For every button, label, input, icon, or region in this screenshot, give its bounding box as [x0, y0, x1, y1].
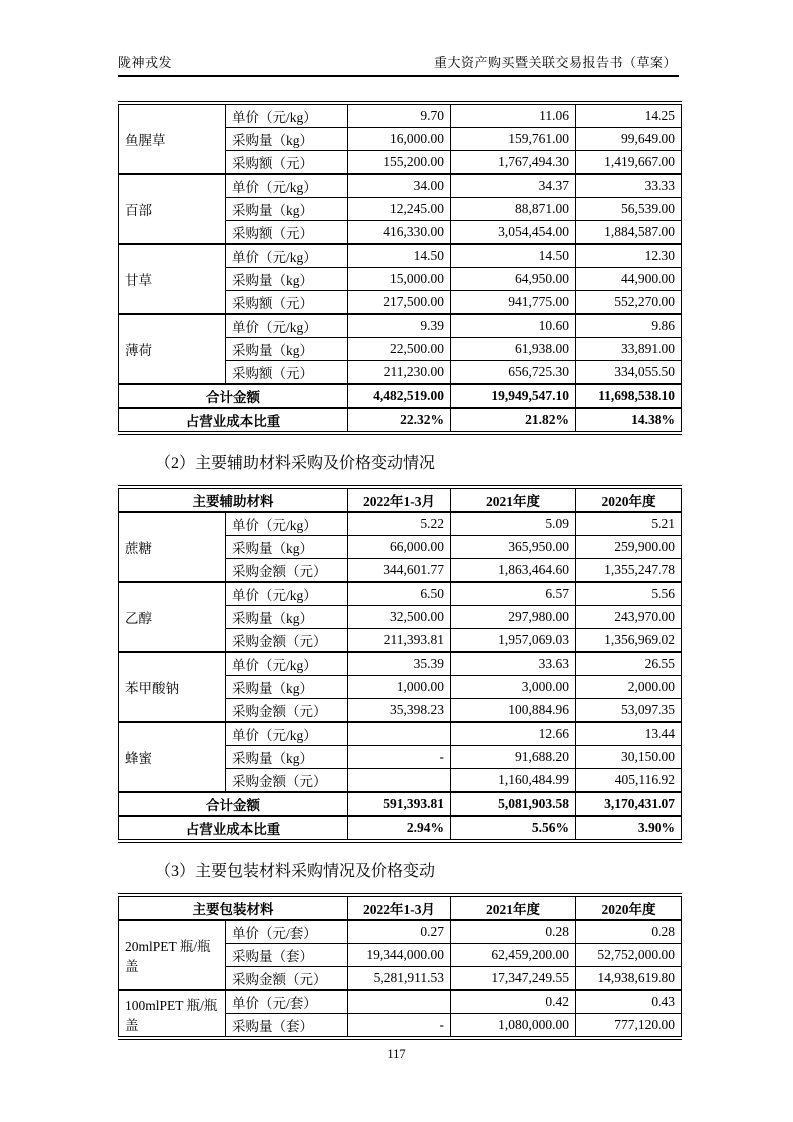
ratio-value-cell: 3.90% — [576, 816, 682, 841]
value-cell: 66,000.00 — [348, 536, 451, 559]
column-header: 2022年1-3月 — [348, 895, 451, 920]
value-cell: 1,957,069.03 — [451, 629, 576, 653]
value-cell: 100,884.96 — [451, 699, 576, 723]
value-cell: 19,344,000.00 — [348, 944, 451, 967]
value-cell: 211,393.81 — [348, 629, 451, 653]
value-cell: 91,688.20 — [451, 746, 576, 769]
total-label-cell: 合计金额 — [119, 792, 348, 816]
value-cell: 365,950.00 — [451, 536, 576, 559]
material-name-cell: 甘草 — [119, 244, 226, 314]
total-value-cell: 4,482,519.00 — [348, 384, 451, 408]
value-cell: 777,120.00 — [576, 1014, 682, 1039]
value-cell: 941,775.00 — [451, 291, 576, 315]
value-cell: 6.57 — [451, 582, 576, 606]
value-cell: 13.44 — [576, 722, 682, 746]
value-cell: 64,950.00 — [451, 268, 576, 291]
metric-label-cell: 采购金额（元） — [226, 769, 348, 793]
value-cell: 552,270.00 — [576, 291, 682, 315]
value-cell: 5.09 — [451, 512, 576, 536]
table-row — [119, 174, 682, 198]
value-cell: 334,055.50 — [576, 361, 682, 385]
table-row — [119, 512, 682, 536]
value-cell: 1,000.00 — [348, 676, 451, 699]
metric-label-cell: 采购量（kg） — [226, 128, 348, 151]
metric-label-cell: 采购量（kg） — [226, 676, 348, 699]
value-cell: 155,200.00 — [348, 151, 451, 175]
raw-materials-table — [118, 101, 682, 435]
metric-label-cell: 单价（元/kg） — [226, 722, 348, 746]
metric-label-cell: 采购量（kg） — [226, 268, 348, 291]
table-row — [119, 990, 682, 1014]
cost-ratio-row — [119, 816, 682, 841]
material-name-cell: 蜂蜜 — [119, 722, 226, 792]
metric-label-cell: 采购额（元） — [226, 221, 348, 245]
value-cell: 30,150.00 — [576, 746, 682, 769]
material-name-cell: 苯甲酸钠 — [119, 652, 226, 722]
value-cell: 1,419,667.00 — [576, 151, 682, 175]
value-cell: 35.39 — [348, 652, 451, 676]
value-cell: 1,160,484.99 — [451, 769, 576, 793]
value-cell: 1,355,247.78 — [576, 559, 682, 583]
value-cell: 1,767,494.30 — [451, 151, 576, 175]
ratio-value-cell: 14.38% — [576, 408, 682, 433]
value-cell: 33.33 — [576, 174, 682, 198]
metric-label-cell: 采购额（元） — [226, 291, 348, 315]
value-cell: 5.56 — [576, 582, 682, 606]
metric-label-cell: 采购金额（元） — [226, 699, 348, 723]
value-cell: 1,863,464.60 — [451, 559, 576, 583]
value-cell: 0.27 — [348, 920, 451, 944]
value-cell: 44,900.00 — [576, 268, 682, 291]
column-header: 2020年度 — [576, 895, 682, 920]
column-header: 2021年度 — [451, 895, 576, 920]
value-cell: 159,761.00 — [451, 128, 576, 151]
total-value-cell: 19,949,547.10 — [451, 384, 576, 408]
column-header: 2022年1-3月 — [348, 487, 451, 512]
value-cell: 1,356,969.02 — [576, 629, 682, 653]
value-cell: 0.28 — [451, 920, 576, 944]
table-header-row — [119, 487, 682, 512]
value-cell: 344,601.77 — [348, 559, 451, 583]
metric-label-cell: 单价（元/套） — [226, 990, 348, 1014]
table-row — [119, 582, 682, 606]
header-report-title: 重大资产购买暨关联交易报告书（草案） — [433, 55, 677, 70]
table-header-row — [119, 895, 682, 920]
value-cell: 12.66 — [451, 722, 576, 746]
ratio-value-cell: 22.32% — [348, 408, 451, 433]
metric-label-cell: 采购量（套） — [226, 944, 348, 967]
value-cell: 14.25 — [576, 103, 682, 128]
value-cell: 26.55 — [576, 652, 682, 676]
value-cell: 12.30 — [576, 244, 682, 268]
value-cell: 0.28 — [576, 920, 682, 944]
auxiliary-materials-table — [118, 485, 682, 843]
material-name-cell: 20mlPET 瓶/瓶盖 — [119, 920, 226, 990]
column-header: 主要辅助材料 — [119, 487, 348, 512]
value-cell: 61,938.00 — [451, 338, 576, 361]
metric-label-cell: 单价（元/kg） — [226, 103, 348, 128]
header-company-name: 陇神戎发 — [118, 55, 173, 70]
value-cell: 33,891.00 — [576, 338, 682, 361]
metric-label-cell: 单价（元/kg） — [226, 244, 348, 268]
value-cell: 3,000.00 — [451, 676, 576, 699]
ratio-label-cell: 占营业成本比重 — [119, 816, 348, 841]
value-cell: 16,000.00 — [348, 128, 451, 151]
total-label-cell: 合计金额 — [119, 384, 348, 408]
metric-label-cell: 单价（元/kg） — [226, 512, 348, 536]
value-cell: 14.50 — [451, 244, 576, 268]
value-cell: 33.63 — [451, 652, 576, 676]
value-cell — [348, 769, 451, 793]
table-row — [119, 314, 682, 338]
header-divider-line — [118, 75, 679, 77]
ratio-value-cell: 21.82% — [451, 408, 576, 433]
value-cell: 88,871.00 — [451, 198, 576, 221]
value-cell: 9.86 — [576, 314, 682, 338]
total-value-cell: 3,170,431.07 — [576, 792, 682, 816]
total-value-cell: 11,698,538.10 — [576, 384, 682, 408]
value-cell: 259,900.00 — [576, 536, 682, 559]
table-row — [119, 722, 682, 746]
metric-label-cell: 采购金额（元） — [226, 559, 348, 583]
ratio-value-cell: 5.56% — [451, 816, 576, 841]
table-row — [119, 920, 682, 944]
table-row — [119, 244, 682, 268]
value-cell: - — [348, 1014, 451, 1039]
value-cell: 34.00 — [348, 174, 451, 198]
value-cell: 9.70 — [348, 103, 451, 128]
value-cell: 0.42 — [451, 990, 576, 1014]
value-cell: 416,330.00 — [348, 221, 451, 245]
metric-label-cell: 采购金额（元） — [226, 967, 348, 991]
value-cell: 217,500.00 — [348, 291, 451, 315]
material-name-cell: 百部 — [119, 174, 226, 244]
metric-label-cell: 单价（元/kg） — [226, 652, 348, 676]
metric-label-cell: 采购量（kg） — [226, 338, 348, 361]
table-row — [119, 652, 682, 676]
metric-label-cell: 单价（元/kg） — [226, 174, 348, 198]
value-cell — [348, 722, 451, 746]
metric-label-cell: 单价（元/kg） — [226, 314, 348, 338]
packaging-materials-table — [118, 893, 682, 1040]
material-name-cell: 蔗糖 — [119, 512, 226, 582]
ratio-label-cell: 占营业成本比重 — [119, 408, 348, 433]
value-cell: 5.22 — [348, 512, 451, 536]
metric-label-cell: 单价（元/套） — [226, 920, 348, 944]
value-cell: 15,000.00 — [348, 268, 451, 291]
metric-label-cell: 采购量（kg） — [226, 198, 348, 221]
document-header — [118, 52, 677, 71]
value-cell: 56,539.00 — [576, 198, 682, 221]
total-amount-row — [119, 792, 682, 816]
column-header: 2020年度 — [576, 487, 682, 512]
metric-label-cell: 采购金额（元） — [226, 629, 348, 653]
value-cell: 211,230.00 — [348, 361, 451, 385]
metric-label-cell: 采购量（套） — [226, 1014, 348, 1039]
value-cell: 656,725.30 — [451, 361, 576, 385]
metric-label-cell: 采购量（kg） — [226, 606, 348, 629]
metric-label-cell: 采购额（元） — [226, 361, 348, 385]
value-cell: 1,884,587.00 — [576, 221, 682, 245]
value-cell: 62,459,200.00 — [451, 944, 576, 967]
value-cell: 99,649.00 — [576, 128, 682, 151]
value-cell: 32,500.00 — [348, 606, 451, 629]
value-cell: 35,398.23 — [348, 699, 451, 723]
material-name-cell: 鱼腥草 — [119, 103, 226, 174]
value-cell: 17,347,249.55 — [451, 967, 576, 991]
value-cell: 34.37 — [451, 174, 576, 198]
value-cell: 5.21 — [576, 512, 682, 536]
metric-label-cell: 采购量（kg） — [226, 746, 348, 769]
column-header: 2021年度 — [451, 487, 576, 512]
material-name-cell: 100mlPET 瓶/瓶盖 — [119, 990, 226, 1038]
page-number: 117 — [387, 1047, 406, 1061]
value-cell: 14.50 — [348, 244, 451, 268]
value-cell: 52,752,000.00 — [576, 944, 682, 967]
section-3-heading: （3）主要包装材料采购情况及价格变动 — [155, 863, 436, 880]
value-cell: 297,980.00 — [451, 606, 576, 629]
metric-label-cell: 采购额（元） — [226, 151, 348, 175]
material-name-cell: 薄荷 — [119, 314, 226, 384]
metric-label-cell: 单价（元/kg） — [226, 582, 348, 606]
value-cell: 405,116.92 — [576, 769, 682, 793]
material-name-cell: 乙醇 — [119, 582, 226, 652]
total-value-cell: 591,393.81 — [348, 792, 451, 816]
value-cell: 9.39 — [348, 314, 451, 338]
value-cell: 2,000.00 — [576, 676, 682, 699]
total-amount-row — [119, 384, 682, 408]
total-value-cell: 5,081,903.58 — [451, 792, 576, 816]
value-cell: 3,054,454.00 — [451, 221, 576, 245]
column-header: 主要包装材料 — [119, 895, 348, 920]
value-cell: 5,281,911.53 — [348, 967, 451, 991]
section-2-heading: （2）主要辅助材料采购及价格变动情况 — [155, 455, 436, 472]
value-cell: 6.50 — [348, 582, 451, 606]
ratio-value-cell: 2.94% — [348, 816, 451, 841]
table-row — [119, 103, 682, 128]
value-cell: 10.60 — [451, 314, 576, 338]
value-cell: 11.06 — [451, 103, 576, 128]
value-cell: 0.43 — [576, 990, 682, 1014]
value-cell: - — [348, 746, 451, 769]
value-cell: 14,938,619.80 — [576, 967, 682, 991]
value-cell: 12,245.00 — [348, 198, 451, 221]
value-cell: 1,080,000.00 — [451, 1014, 576, 1039]
value-cell: 243,970.00 — [576, 606, 682, 629]
value-cell: 53,097.35 — [576, 699, 682, 723]
metric-label-cell: 采购量（kg） — [226, 536, 348, 559]
value-cell — [348, 990, 451, 1014]
cost-ratio-row — [119, 408, 682, 433]
value-cell: 22,500.00 — [348, 338, 451, 361]
